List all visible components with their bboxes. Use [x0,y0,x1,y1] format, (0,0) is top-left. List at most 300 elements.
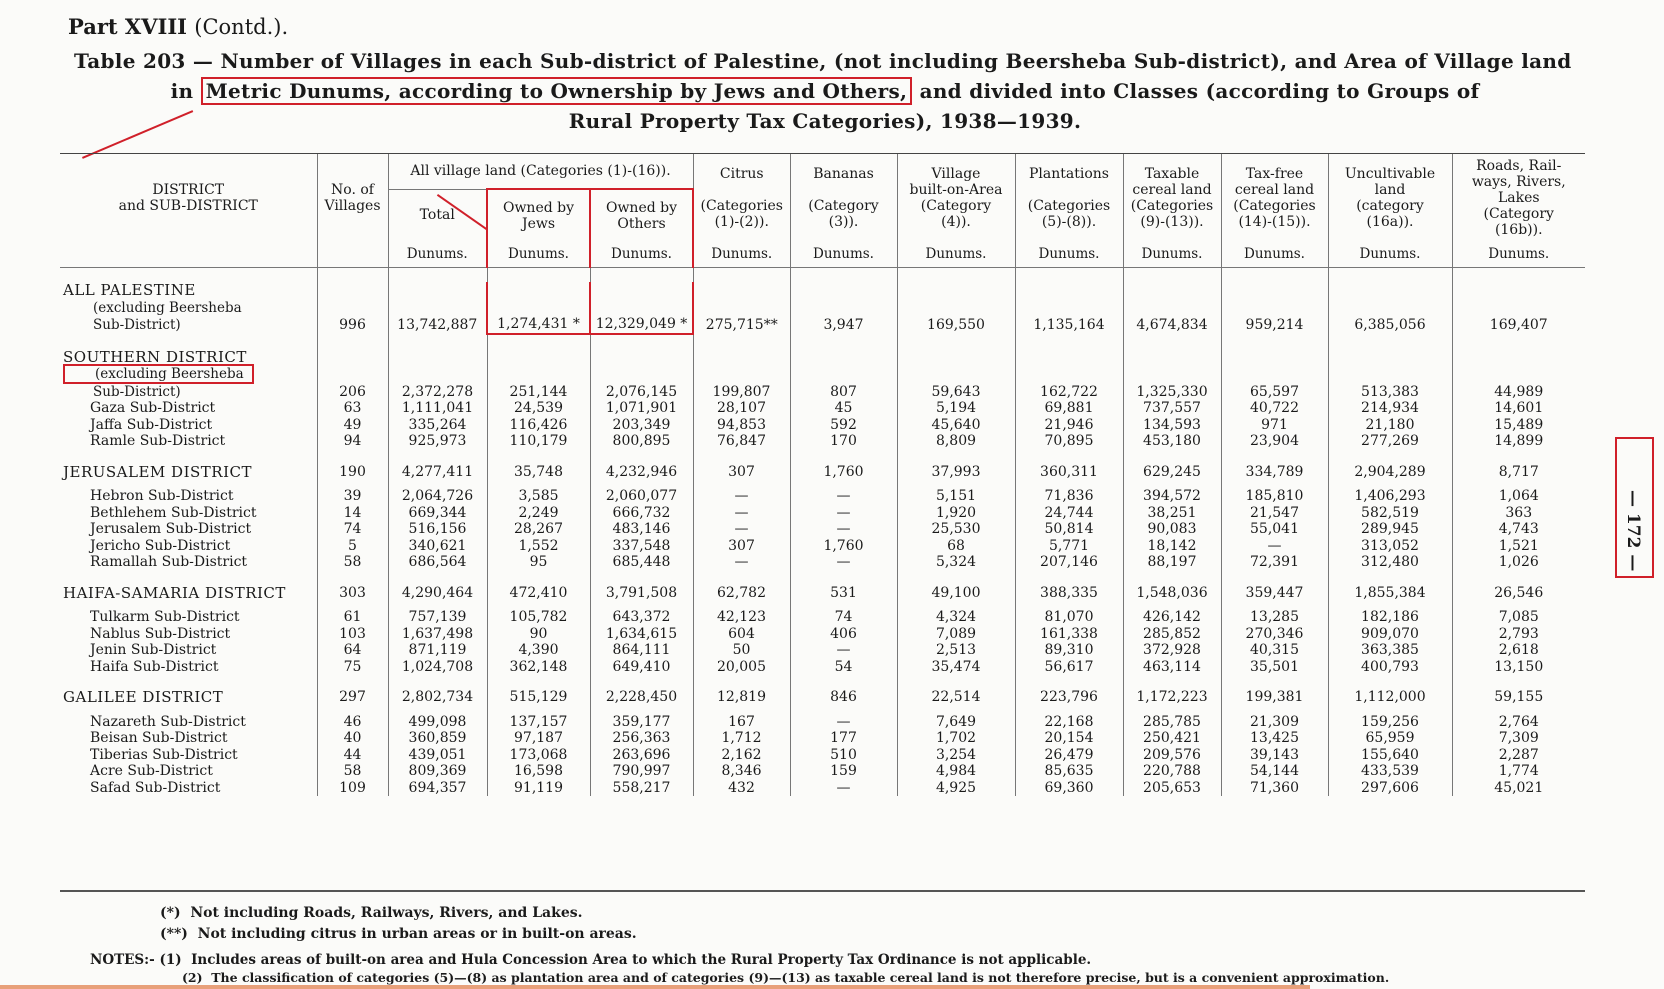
cell: 16,598 [487,763,590,780]
cell: 58 [317,554,388,571]
cell: 1,112,000 [1328,689,1452,706]
row-label: Bethlehem Sub-District [90,504,257,521]
row-label: Nazareth Sub-District [90,713,246,730]
cell: 13,285 [1221,609,1328,626]
cell: 360,859 [388,730,487,747]
cell: 1,325,330 [1123,349,1221,401]
row-label: Jaffa Sub-District [90,416,213,433]
cell: 270,346 [1221,626,1328,643]
title-line-2 [171,77,1480,105]
note-1: NOTES:- (1) Includes areas of built-on area and Hula Concession Area to which the Rural Property Tax Ordinance is not applicable. [90,952,1092,968]
cell: 69,881 [1015,400,1123,417]
cell: 91,119 [487,780,590,797]
cell: 62,782 [693,585,790,602]
cell: 25,530 [897,521,1015,538]
cell: 13,425 [1221,730,1328,747]
cell: 75 [317,659,388,676]
cell: 406 [790,626,897,643]
cell: 7,309 [1452,730,1585,747]
spacer-row [60,571,1585,585]
cell: 1,634,615 [590,626,693,643]
row-haifa-district [60,585,1585,602]
cell: 173,068 [487,747,590,764]
cell: 909,070 [1328,626,1452,643]
row-label: SOUTHERN DISTRICT (excluding Beersheba Sub-District) [60,349,317,401]
cell: — [1221,538,1328,555]
row-label: Jerusalem Sub-District [90,521,252,537]
cell: 22,168 [1015,714,1123,731]
cell: 220,788 [1123,763,1221,780]
row-sub-district [60,626,1585,643]
footnote-2: (**) Not including citrus in urban areas or in built-on areas. [160,926,637,942]
cell: 76,847 [693,433,790,450]
cell: 21,309 [1221,714,1328,731]
row-label: Jenin Sub-District [90,642,217,658]
cell: 694,357 [388,780,487,797]
cell: 871,119 [388,642,487,659]
cell: 649,410 [590,659,693,676]
cell: 90 [487,626,590,643]
cell: 2,162 [693,747,790,764]
cell: 1,274,431 * [487,282,590,334]
cell: 996 [317,282,388,334]
cell: 433,539 [1328,763,1452,780]
cell: 2,064,726 [388,488,487,505]
cell: 45,640 [897,417,1015,434]
cell: 1,920 [897,505,1015,522]
cell: 61 [317,609,388,626]
cell: 2,372,278 [388,349,487,401]
cell: 167 [693,714,790,731]
row-southern-district [60,349,1585,401]
cell: 97,187 [487,730,590,747]
cell: 925,973 [388,433,487,450]
cell: 137,157 [487,714,590,731]
row-sub-district [60,505,1585,522]
cell: 2,793 [1452,626,1585,643]
cell: 20,154 [1015,730,1123,747]
row-label: ALL PALESTINE (excluding Beersheba Sub-District) [63,281,242,333]
cell: 8,809 [897,433,1015,450]
row-sub-district [60,780,1585,797]
cell: 56,617 [1015,659,1123,676]
cell: 1,064 [1452,488,1585,505]
cell: 21,180 [1328,417,1452,434]
cell: 1,774 [1452,763,1585,780]
cell: 790,997 [590,763,693,780]
cell: 439,051 [388,747,487,764]
cell: 864,111 [590,642,693,659]
cell: 2,060,077 [590,488,693,505]
cell: 169,550 [897,282,1015,334]
cell: 90,083 [1123,521,1221,538]
row-sub-district [60,488,1585,505]
cell: 285,852 [1123,626,1221,643]
cell: 558,217 [590,780,693,797]
cell: 94 [317,433,388,450]
cell: 463,114 [1123,659,1221,676]
cell: 400,793 [1328,659,1452,676]
row-sub-district [60,400,1585,417]
cell: 1,172,223 [1123,689,1221,706]
cell: 5,324 [897,554,1015,571]
cell: 44 [317,747,388,764]
cell: 59,155 [1452,689,1585,706]
row-sub-district [60,763,1585,780]
cell: 643,372 [590,609,693,626]
cell: 35,501 [1221,659,1328,676]
cell: 432 [693,780,790,797]
cell: 846 [790,689,897,706]
cell: 159,256 [1328,714,1452,731]
row-label: Ramallah Sub-District [90,554,248,570]
cell: 426,142 [1123,609,1221,626]
units-row: Dunums. Dunums. Dunums. Dunums. Dunums. Dunums. Dunums. Dunums. Dunums. Dunums. Dunums. [60,241,1585,268]
col-owned-jews: Owned by Jews [487,189,590,241]
cell: — [790,642,897,659]
cell: 4,925 [897,780,1015,797]
cell: 394,572 [1123,488,1221,505]
col-taxable: Taxable cereal land (Categories (9)-(13)). [1123,154,1221,242]
row-all-palestine [60,282,1585,334]
cell: 26,479 [1015,747,1123,764]
cell: 4,277,411 [388,464,487,481]
cell: 360,311 [1015,464,1123,481]
cell: 223,796 [1015,689,1123,706]
cell: 15,489 [1452,417,1585,434]
cell: 46 [317,714,388,731]
cell: 359,447 [1221,585,1328,602]
cell: 362,148 [487,659,590,676]
row-sub-district [60,730,1585,747]
cell: 2,287 [1452,747,1585,764]
cell: — [790,505,897,522]
cell: 5,771 [1015,538,1123,555]
cell: 757,139 [388,609,487,626]
cell: 199,807 [693,349,790,401]
cell: 1,712 [693,730,790,747]
cell: 116,426 [487,417,590,434]
cell: 453,180 [1123,433,1221,450]
cell: 14 [317,505,388,522]
cell: 58 [317,763,388,780]
cell: 604 [693,626,790,643]
cell: 334,789 [1221,464,1328,481]
page-header [68,14,288,39]
row-label: GALILEE DISTRICT [63,688,224,706]
cell: 28,107 [693,400,790,417]
cell: 13,742,887 [388,282,487,334]
cell: 313,052 [1328,538,1452,555]
cell: 277,269 [1328,433,1452,450]
row-label: Nablus Sub-District [90,625,231,642]
cell: 5 [317,538,388,555]
row-sub-district [60,659,1585,676]
cell: 50,814 [1015,521,1123,538]
cell: 199,381 [1221,689,1328,706]
cell: 18,142 [1123,538,1221,555]
row-label: Hebron Sub-District [90,488,234,504]
col-village-area: Village built-on-Area (Category (4)). [897,154,1015,242]
cell: — [790,554,897,571]
cell: 94,853 [693,417,790,434]
cell: 8,717 [1452,464,1585,481]
cell: 1,521 [1452,538,1585,555]
cell: 499,098 [388,714,487,731]
spacer-row [60,334,1585,349]
cell: 4,290,464 [388,585,487,602]
col-uncultivable: Uncultivable land (category (16a)). [1328,154,1452,242]
cell: 72,391 [1221,554,1328,571]
title-line-3: Rural Property Tax Categories), 1938—1939. [568,109,1082,133]
cell: 14,601 [1452,400,1585,417]
cell: 39,143 [1221,747,1328,764]
cell: 263,696 [590,747,693,764]
cell: 483,146 [590,521,693,538]
row-label: Ramle Sub-District [90,433,226,449]
cell: 3,947 [790,282,897,334]
col-total: Total [388,189,487,241]
row-sub-district [60,538,1585,555]
footnote-1: (*) Not including Roads, Railways, Rivers, and Lakes. [160,905,583,921]
row-label: JERUSALEM DISTRICT [63,462,252,481]
row-label: Tulkarm Sub-District [90,609,240,625]
cell: 103 [317,626,388,643]
spacer-row [60,450,1585,464]
cell: 161,338 [1015,626,1123,643]
cell: 1,760 [790,538,897,555]
cell: 3,585 [487,488,590,505]
cell: 14,899 [1452,433,1585,450]
cell: 155,640 [1328,747,1452,764]
cell: 13,150 [1452,659,1585,676]
row-sub-district [60,417,1585,434]
data-table-wrap [60,153,1585,796]
cell: 21,946 [1015,417,1123,434]
bottom-accent-bar [0,985,1310,989]
col-district: DISTRICT and SUB-DISTRICT [60,154,317,242]
cell: 169,407 [1452,282,1585,334]
col-all-land: All village land (Categories (1)-(16)). [388,154,693,190]
cell: 582,519 [1328,505,1452,522]
cell: 68 [897,538,1015,555]
cell: 8,346 [693,763,790,780]
cell: 35,748 [487,464,590,481]
cell: 5,151 [897,488,1015,505]
col-bananas: Bananas (Category (3)). [790,154,897,242]
page-number: — 172 — [1623,490,1643,572]
cell: 49,100 [897,585,1015,602]
col-citrus: Citrus (Categories (1)-(2)). [693,154,790,242]
cell: 251,144 [487,349,590,401]
cell: 49 [317,417,388,434]
cell: 209,576 [1123,747,1221,764]
col-roads: Roads, Rail- ways, Rivers, Lakes (Category (16b)). [1452,154,1585,242]
col-villages: No. of Villages [317,154,388,242]
cell: 85,635 [1015,763,1123,780]
footer-rule [60,890,1585,892]
cell: 686,564 [388,554,487,571]
cell: 807 [790,349,897,401]
cell: 971 [1221,417,1328,434]
row-sub-district [60,642,1585,659]
row-galilee-district [60,689,1585,706]
cell: 24,539 [487,400,590,417]
cell: 21,547 [1221,505,1328,522]
table-title [60,46,1590,136]
spacer-row [60,480,1585,488]
cell: 45 [790,400,897,417]
col-plantations: Plantations (Categories (5)-(8)). [1015,154,1123,242]
part-label: Part XVIII [68,14,187,39]
cell: 256,363 [590,730,693,747]
cell: 40,315 [1221,642,1328,659]
spacer-row [60,268,1585,283]
cell: 81,070 [1015,609,1123,626]
cell: 64 [317,642,388,659]
spacer-row [60,706,1585,714]
cell: 335,264 [388,417,487,434]
title-line-2-post: and divided into Classes (according to Groups of [919,79,1480,103]
cell: 170 [790,433,897,450]
col-taxfree: Tax-free cereal land (Categories (14)-(15)). [1221,154,1328,242]
cell: 372,928 [1123,642,1221,659]
cell: 275,715** [693,282,790,334]
spacer-row [60,675,1585,689]
cell: — [790,714,897,731]
title-line-2-pre: in [170,79,194,103]
cell: 2,802,734 [388,689,487,706]
cell: 134,593 [1123,417,1221,434]
cell: 516,156 [388,521,487,538]
cell: 513,383 [1328,349,1452,401]
row-sub-district [60,714,1585,731]
cell: 39 [317,488,388,505]
cell: 4,324 [897,609,1015,626]
cell: — [790,488,897,505]
cell: 388,335 [1015,585,1123,602]
cell: 800,895 [590,433,693,450]
cell: 2,228,450 [590,689,693,706]
cell: 71,836 [1015,488,1123,505]
row-label: Beisan Sub-District [90,730,228,746]
cell: 340,621 [388,538,487,555]
cell: 4,984 [897,763,1015,780]
cell: 54 [790,659,897,676]
cell: 472,410 [487,585,590,602]
cell: 363,385 [1328,642,1452,659]
row-label: Haifa Sub-District [90,658,219,675]
cell: 109 [317,780,388,797]
cell: 70,895 [1015,433,1123,450]
cell: 737,557 [1123,400,1221,417]
cell: 289,945 [1328,521,1452,538]
cell: 182,186 [1328,609,1452,626]
cell: 50 [693,642,790,659]
cell: 1,552 [487,538,590,555]
cell: 359,177 [590,714,693,731]
cell: 159 [790,763,897,780]
header-row [60,154,1585,190]
cell: 1,548,036 [1123,585,1221,602]
cell: 177 [790,730,897,747]
cell: 110,179 [487,433,590,450]
cell: 88,197 [1123,554,1221,571]
cell: 74 [790,609,897,626]
cell: 307 [693,464,790,481]
cell: 40,722 [1221,400,1328,417]
cell: 250,421 [1123,730,1221,747]
cell: 59,643 [897,349,1015,401]
cell: 2,513 [897,642,1015,659]
cell: 3,791,508 [590,585,693,602]
cell: — [790,521,897,538]
cell: 6,385,056 [1328,282,1452,334]
row-label: Safad Sub-District [90,779,221,796]
cell: 1,026 [1452,554,1585,571]
row-sub-district [60,609,1585,626]
cell: 23,904 [1221,433,1328,450]
cell: 592 [790,417,897,434]
cell: 95 [487,554,590,571]
spacer-row [60,601,1585,609]
row-label: HAIFA-SAMARIA DISTRICT [63,583,286,602]
cell: 7,649 [897,714,1015,731]
cell: 666,732 [590,505,693,522]
cell: 63 [317,400,388,417]
cell: 312,480 [1328,554,1452,571]
cell: 38,251 [1123,505,1221,522]
cell: 203,349 [590,417,693,434]
cell: 685,448 [590,554,693,571]
cell: 12,329,049 * [590,282,693,334]
cell: 1,855,384 [1328,585,1452,602]
cell: 531 [790,585,897,602]
cell: 44,989 [1452,349,1585,401]
data-table [60,153,1585,796]
cell: 206 [317,349,388,401]
cell: 74 [317,521,388,538]
cell: 510 [790,747,897,764]
cell: 54,144 [1221,763,1328,780]
cell: 2,618 [1452,642,1585,659]
cell: 297,606 [1328,780,1452,797]
cell: 2,904,289 [1328,464,1452,481]
cell: 65,959 [1328,730,1452,747]
row-sub-district [60,747,1585,764]
cell: 2,076,145 [590,349,693,401]
cell: 1,135,164 [1015,282,1123,334]
cell: 207,146 [1015,554,1123,571]
cell: 89,310 [1015,642,1123,659]
cell: 2,764 [1452,714,1585,731]
row-label: Gaza Sub-District [90,400,216,416]
title-line-1: Table 203 — Number of Villages in each Sub-district of Palestine, (not including Beersheba Sub-district), and Area of Village land [74,49,1572,73]
row-jerusalem-district [60,464,1585,481]
title-highlight: Metric Dunums, according to Ownership by Jews and Others, [201,77,913,105]
cell: 7,089 [897,626,1015,643]
cell: 2,249 [487,505,590,522]
cell: 7,085 [1452,609,1585,626]
cell: 22,514 [897,689,1015,706]
cell: 71,360 [1221,780,1328,797]
cell: — [693,488,790,505]
row-label: Jericho Sub-District [90,537,231,554]
cell: 1,637,498 [388,626,487,643]
cell: 65,597 [1221,349,1328,401]
cell: 959,214 [1221,282,1328,334]
cell: 4,390 [487,642,590,659]
